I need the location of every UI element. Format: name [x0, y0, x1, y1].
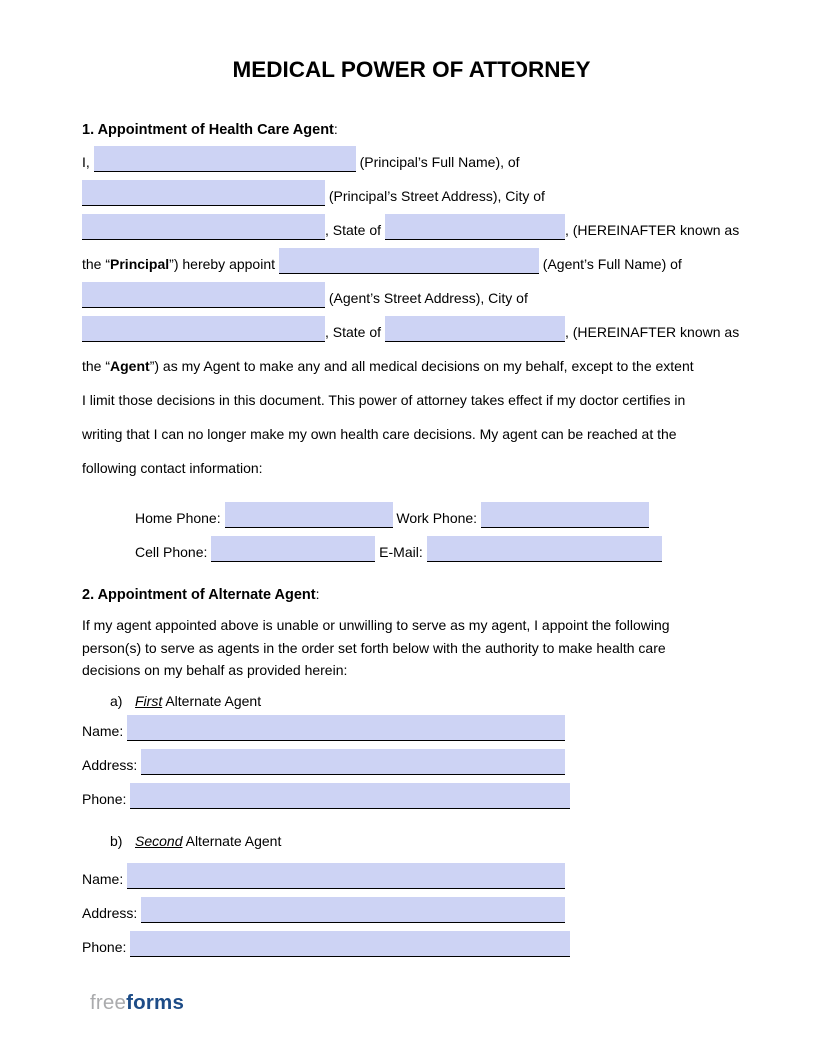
contact-row-1 — [82, 501, 741, 535]
contact-row-2 — [82, 535, 741, 569]
section2-heading-colon: : — [315, 586, 320, 602]
logo-free-text: free — [90, 991, 127, 1014]
name-label: Name: — [82, 722, 124, 739]
second-alt-name-field[interactable] — [127, 863, 565, 889]
first-alternate-agent-heading — [82, 688, 741, 714]
second-word: Second — [135, 832, 183, 849]
agent-city-field[interactable] — [82, 316, 325, 342]
agent-street-address-field[interactable] — [82, 282, 325, 308]
line-text: ”) hereby appoint — [169, 256, 275, 272]
agent-full-name-field[interactable] — [279, 248, 539, 274]
agent-street-line — [82, 281, 741, 315]
second-alt-address-row — [82, 896, 741, 930]
email-field[interactable] — [427, 536, 662, 562]
principal-street-address-field[interactable] — [82, 180, 325, 206]
agent-term: Agent — [110, 358, 150, 374]
body-paragraph-line-3: writing that I can no longer make my own health care decisions. My agent can be reached at the — [82, 426, 677, 442]
section2-paragraph-line-2: person(s) to serve as agents in the order set forth below with the authority to make health care — [82, 639, 666, 656]
email-label: E-Mail: — [379, 544, 423, 560]
second-alt-address-field[interactable] — [141, 897, 565, 923]
first-alt-name-field[interactable] — [127, 715, 565, 741]
principal-street-line — [82, 179, 741, 213]
section2-heading-text: 2. Appointment of Alternate Agent — [82, 587, 316, 603]
principal-city-field[interactable] — [82, 214, 325, 240]
freeforms-logo — [90, 992, 184, 1014]
principal-term: Principal — [110, 256, 170, 272]
agent-city-state-line — [82, 315, 741, 349]
page-title: MEDICAL POWER OF ATTORNEY — [232, 57, 591, 82]
heading-text: Alternate Agent — [165, 692, 262, 709]
first-alt-address-row — [82, 748, 741, 782]
section2-paragraph — [82, 614, 741, 682]
principal-city-state-line — [82, 213, 741, 247]
address-label: Address: — [82, 904, 138, 921]
heading-text: Alternate Agent — [185, 832, 282, 849]
principal-state-field[interactable] — [385, 214, 565, 240]
logo-forms-text: forms — [126, 991, 185, 1014]
section2-heading — [82, 585, 741, 604]
line-text: I, — [82, 154, 90, 170]
line-text: ”) as my Agent to make any and all medical decisions on my behalf, except to the extent — [149, 358, 694, 374]
body-paragraph-line-2: I limit those decisions in this document. This power of attorney takes effect if my doctor certifies in — [82, 392, 686, 408]
first-alt-address-field[interactable] — [141, 749, 565, 775]
line-text: , (HEREINAFTER known as — [564, 324, 740, 340]
second-alt-phone-field[interactable] — [130, 931, 570, 957]
section1-heading — [82, 120, 741, 139]
work-phone-field[interactable] — [481, 502, 649, 528]
cell-phone-label: Cell Phone: — [135, 544, 208, 560]
body-paragraph-line-4: following contact information: — [82, 460, 263, 476]
second-alt-name-row — [82, 862, 741, 896]
first-alt-phone-row — [82, 782, 741, 816]
line-text: (Principal’s Full Name), of — [359, 154, 520, 170]
section2-paragraph-line-1: If my agent appointed above is unable or unwilling to serve as my agent, I appoint the following — [82, 617, 670, 633]
principal-full-name-field[interactable] — [94, 146, 356, 172]
name-label: Name: — [82, 870, 124, 887]
second-alternate-agent-heading — [82, 828, 741, 854]
list-marker-b: b) — [110, 832, 123, 849]
line-text: (Agent’s Street Address), City of — [328, 290, 528, 306]
home-phone-label: Home Phone: — [135, 510, 221, 526]
section1-heading-text: 1. Appointment of Health Care Agent — [82, 122, 334, 138]
line-text: (Agent’s Full Name) of — [542, 256, 682, 272]
second-alt-phone-row — [82, 930, 741, 964]
first-alt-phone-field[interactable] — [130, 783, 570, 809]
line-text: , (HEREINAFTER known as — [564, 222, 740, 238]
line-text: the “ — [82, 358, 111, 374]
section2-paragraph-line-3: decisions on my behalf as provided herein: — [82, 662, 348, 678]
line-text: , State of — [325, 324, 382, 340]
line-text: (Principal’s Street Address), City of — [328, 188, 545, 204]
principal-name-line — [82, 145, 741, 179]
body-paragraph-line-1 — [82, 349, 741, 383]
home-phone-field[interactable] — [225, 502, 393, 528]
list-marker-a: a) — [110, 692, 123, 709]
line-text: , State of — [325, 222, 382, 238]
agent-appointment-line — [82, 247, 741, 281]
section1-heading-colon: : — [333, 121, 338, 137]
cell-phone-field[interactable] — [211, 536, 375, 562]
agent-state-field[interactable] — [385, 316, 565, 342]
phone-label: Phone: — [82, 938, 127, 955]
phone-label: Phone: — [82, 790, 127, 807]
work-phone-label: Work Phone: — [396, 510, 478, 526]
address-label: Address: — [82, 756, 138, 773]
first-alt-name-row — [82, 714, 741, 748]
line-text: the “ — [82, 256, 111, 272]
first-word: First — [135, 692, 163, 709]
